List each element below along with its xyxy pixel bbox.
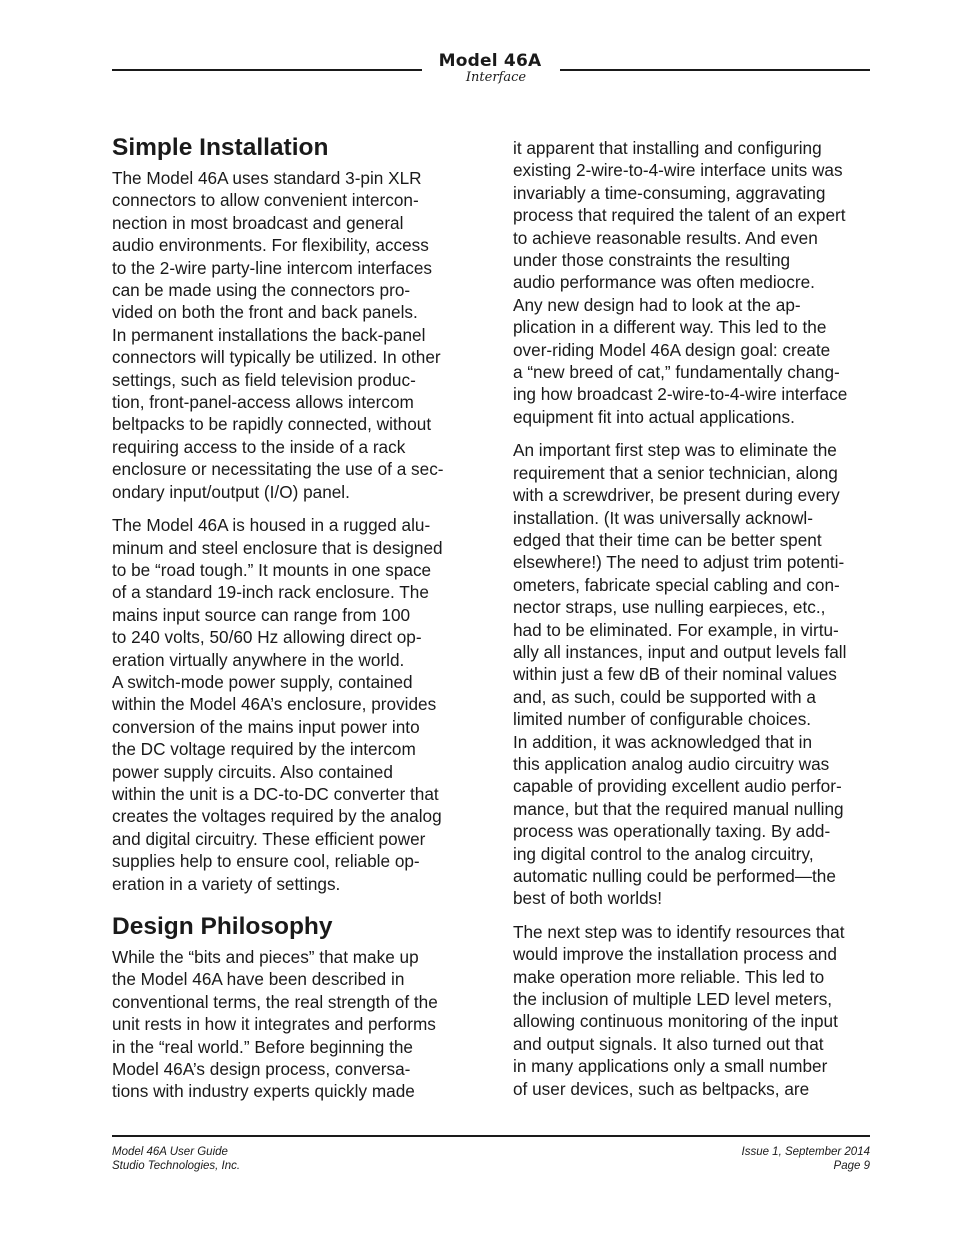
paragraph: The Model 46A uses standard 3-pin XLR connectors to allow convenient intercon- nection in most broadcast and general audio environments. For flexibility, access to the 2-wire party-line intercom interfaces can be made using the connectors pro- vided on both the front and back panels. In permanent installations the back-panel connectors will typically be utilized. In other settings, such as field television produc- tion, front-panel-access allows intercom beltpacks to be rapidly connected, without requiring access to the inside of a rack enclosure or necessitating the use of a sec- ondary input/output (I/O) panel. (112, 168, 444, 502)
paragraph: An important first step was to eliminate the requirement that a senior technician, along with a screwdriver, be present during every installation. (It was universally acknowl- edged that their time can be better spent elsewhere!) The need to adjust trim potenti- ometers, fabricate special cabling and con- nector straps, use nulling earpieces, etc., had to be eliminated. For example, in virtu- ally all instances, input and output levels fall within just a few dB of their nominal values and, as such, could be supported with a limited number of configurable choices. In addition, it was acknowledged that in this application analog audio circuitry was capable of providing excellent audio perfor- mance, but that the required manual nulling process was operationally taxing. By add- ing digital control to the analog circuitry, automatic nulling could be performed—the best of both worlds! (513, 440, 847, 909)
footer-right (742, 1145, 871, 1173)
paragraph: it apparent that installing and configuring existing 2-wire-to-4-wire interface units was invariably a time-consuming, aggravating process that required the talent of an expert to achieve reasonable results. And even under those constraints the resulting audio performance was often mediocre. Any new design had to look at the ap- plication in a different way. This led to the over-riding Model 46A design goal: create a “new breed of cat,” fundamentally chang- ing how broadcast 2-wire-to-4-wire interface equipment fit into actual applications. (513, 138, 848, 427)
paragraph: The Model 46A is housed in a rugged alu- minum and steel enclosure that is designed to be “road tough.” It mounts in one space of a standard 19-inch rack enclosure. The mains input source can range from 100 to 240 volts, 50/60 Hz allowing direct op- eration virtually anywhere in the world. A switch-mode power supply, contained within the Model 46A’s enclosure, provides conversion of the mains input power into the DC voltage required by the intercom power supply circuits. Also contained within the unit is a DC-to-DC converter that creates the voltages required by the analog and digital circuitry. These efficient power supplies help to ensure cool, reliable op- eration in a variety of settings. (112, 515, 443, 894)
footer-issue: Issue 1, September 2014 (741, 1146, 870, 1158)
section-heading-design-philosophy: Design Philosophy (112, 913, 333, 940)
footer-page-number: Page 9 (833, 1160, 870, 1172)
paragraph: The next step was to identify resources that would improve the installation process and make operation more reliable. This led to the inclusion of multiple LED level meters, allowing continuous monitoring of the input and output signals. It also turned out that in many applications only a small number of user devices, such as beltpacks, are (513, 921, 845, 1099)
footer-company: Studio Technologies, Inc. (112, 1160, 241, 1172)
header-rule-left (112, 69, 422, 71)
footer-rule (112, 1135, 870, 1137)
footer-guide-title: Model 46A User Guide (112, 1146, 228, 1158)
section-heading-simple-installation: Simple Installation (112, 134, 329, 161)
paragraph: While the “bits and pieces” that make up the Model 46A have been described in conventional terms, the real strength of the unit rests in how it integrates and performs in the “real world.” Before beginning the Model 46A’s design process, conversa- tions with industry experts quickly made (112, 947, 438, 1102)
product-logo (432, 53, 548, 84)
footer-left (112, 1145, 240, 1173)
header-rule-right (560, 69, 870, 71)
logo-model-text: Model 46A (438, 51, 542, 71)
page-header (112, 52, 870, 92)
right-column (513, 137, 881, 1111)
left-column (112, 133, 480, 1114)
logo-subtitle-text: Interface (465, 70, 527, 85)
